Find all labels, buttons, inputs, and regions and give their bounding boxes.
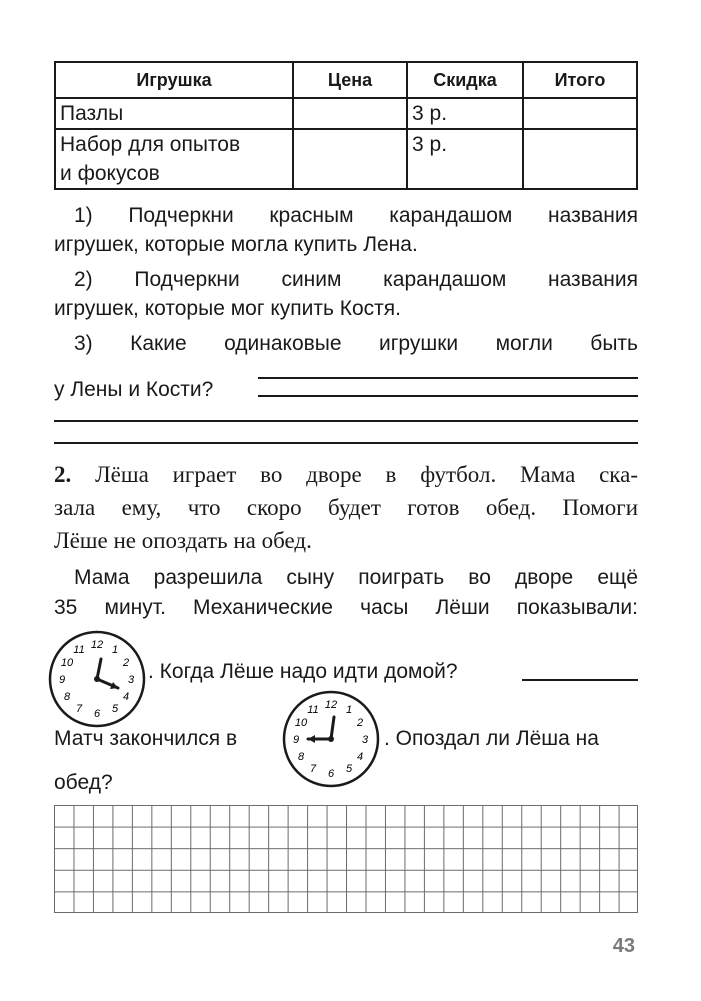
clock-numeral: 9 [292, 734, 300, 746]
task-number: 2. [54, 462, 72, 487]
toy-line: Набор для опытов [60, 133, 241, 156]
task-2-text-line-2: 35 минут. Механические часы Лёши показывали: [54, 596, 638, 619]
clock-numeral: 11 [73, 644, 85, 656]
match-text-suffix: . Опоздал ли Лёша на [384, 727, 599, 750]
price-cell[interactable] [293, 129, 407, 189]
table-header-row [55, 62, 637, 98]
question-1-line-2: игрушек, которые могла купить Лена. [54, 233, 418, 256]
task-2-text-line-1: Мама разрешила сыну поиграть во дворе ещё [74, 566, 638, 589]
clock-numeral: 5 [345, 763, 353, 775]
discount-cell: 3 р. [407, 129, 523, 189]
clock-numeral: 9 [58, 674, 66, 686]
task-2-intro-line-1 [54, 458, 638, 491]
answer-line[interactable] [258, 377, 638, 379]
clock-numeral: 12 [90, 639, 104, 651]
clock-numeral: 8 [297, 751, 305, 763]
clock-numeral: 1 [111, 644, 119, 656]
clock-numeral: 5 [111, 703, 119, 715]
clock-numeral: 7 [75, 703, 83, 715]
clock-numeral: 8 [63, 691, 71, 703]
clock-numeral: 6 [327, 768, 335, 780]
task-2-intro-text: Лёша играет во дворе в футбол. Мама ска- [95, 462, 638, 487]
question-2-line-2: игрушек, которые мог купить Костя. [54, 297, 401, 320]
clock-icon [46, 628, 148, 730]
clock-icon [280, 688, 382, 790]
discount-cell: 3 р. [407, 98, 523, 129]
clock-numeral: 1 [345, 704, 353, 716]
match-text-line-2: обед? [54, 771, 113, 794]
answer-line[interactable] [54, 420, 638, 422]
clock-numeral: 2 [356, 717, 364, 729]
clock-numeral: 4 [356, 751, 364, 763]
question-3-line-1: 3) Какие одинаковые игрушки могли быть [74, 332, 638, 355]
clock-numeral: 3 [361, 734, 369, 746]
total-cell[interactable] [523, 129, 637, 189]
header-discount: Скидка [407, 62, 523, 98]
total-cell[interactable] [523, 98, 637, 129]
toy-cell: Пазлы [55, 98, 293, 129]
task-2-intro-line-3: Лёше не опоздать на обед. [54, 528, 312, 553]
clock-numeral: 2 [122, 657, 130, 669]
clock-numeral: 12 [324, 699, 338, 711]
table-row [55, 98, 637, 129]
answer-line[interactable] [258, 395, 638, 397]
clock-numeral: 6 [93, 708, 101, 720]
question-1-line-1: 1) Подчеркни красным карандашом названия [74, 204, 638, 227]
header-toy: Игрушка [55, 62, 293, 98]
header-total: Итого [523, 62, 637, 98]
clock-numeral: 7 [309, 763, 317, 775]
answer-grid[interactable] [54, 805, 638, 913]
header-price: Цена [293, 62, 407, 98]
table-row [55, 129, 637, 189]
answer-line[interactable] [522, 679, 638, 681]
price-table [54, 61, 638, 190]
clock-numeral: 11 [307, 704, 319, 716]
toy-line: и фокусов [60, 162, 160, 185]
task-2-intro-line-2: зала ему, что скоро будет готов обед. Помоги [54, 495, 638, 520]
clock-numeral: 10 [60, 657, 74, 669]
question-when-to-go-home: . Когда Лёше надо идти домой? [148, 660, 458, 683]
clock-numeral: 4 [122, 691, 130, 703]
answer-line[interactable] [54, 442, 638, 444]
clock-numeral: 3 [127, 674, 135, 686]
question-3-line-2: у Лены и Кости? [54, 378, 214, 401]
price-cell[interactable] [293, 98, 407, 129]
page-number: 43 [612, 935, 635, 957]
clock-numeral: 10 [294, 717, 308, 729]
toy-cell [55, 129, 293, 189]
match-text-prefix: Матч закончился в [54, 727, 238, 750]
question-2-line-1: 2) Подчеркни синим карандашом названия [74, 268, 638, 291]
